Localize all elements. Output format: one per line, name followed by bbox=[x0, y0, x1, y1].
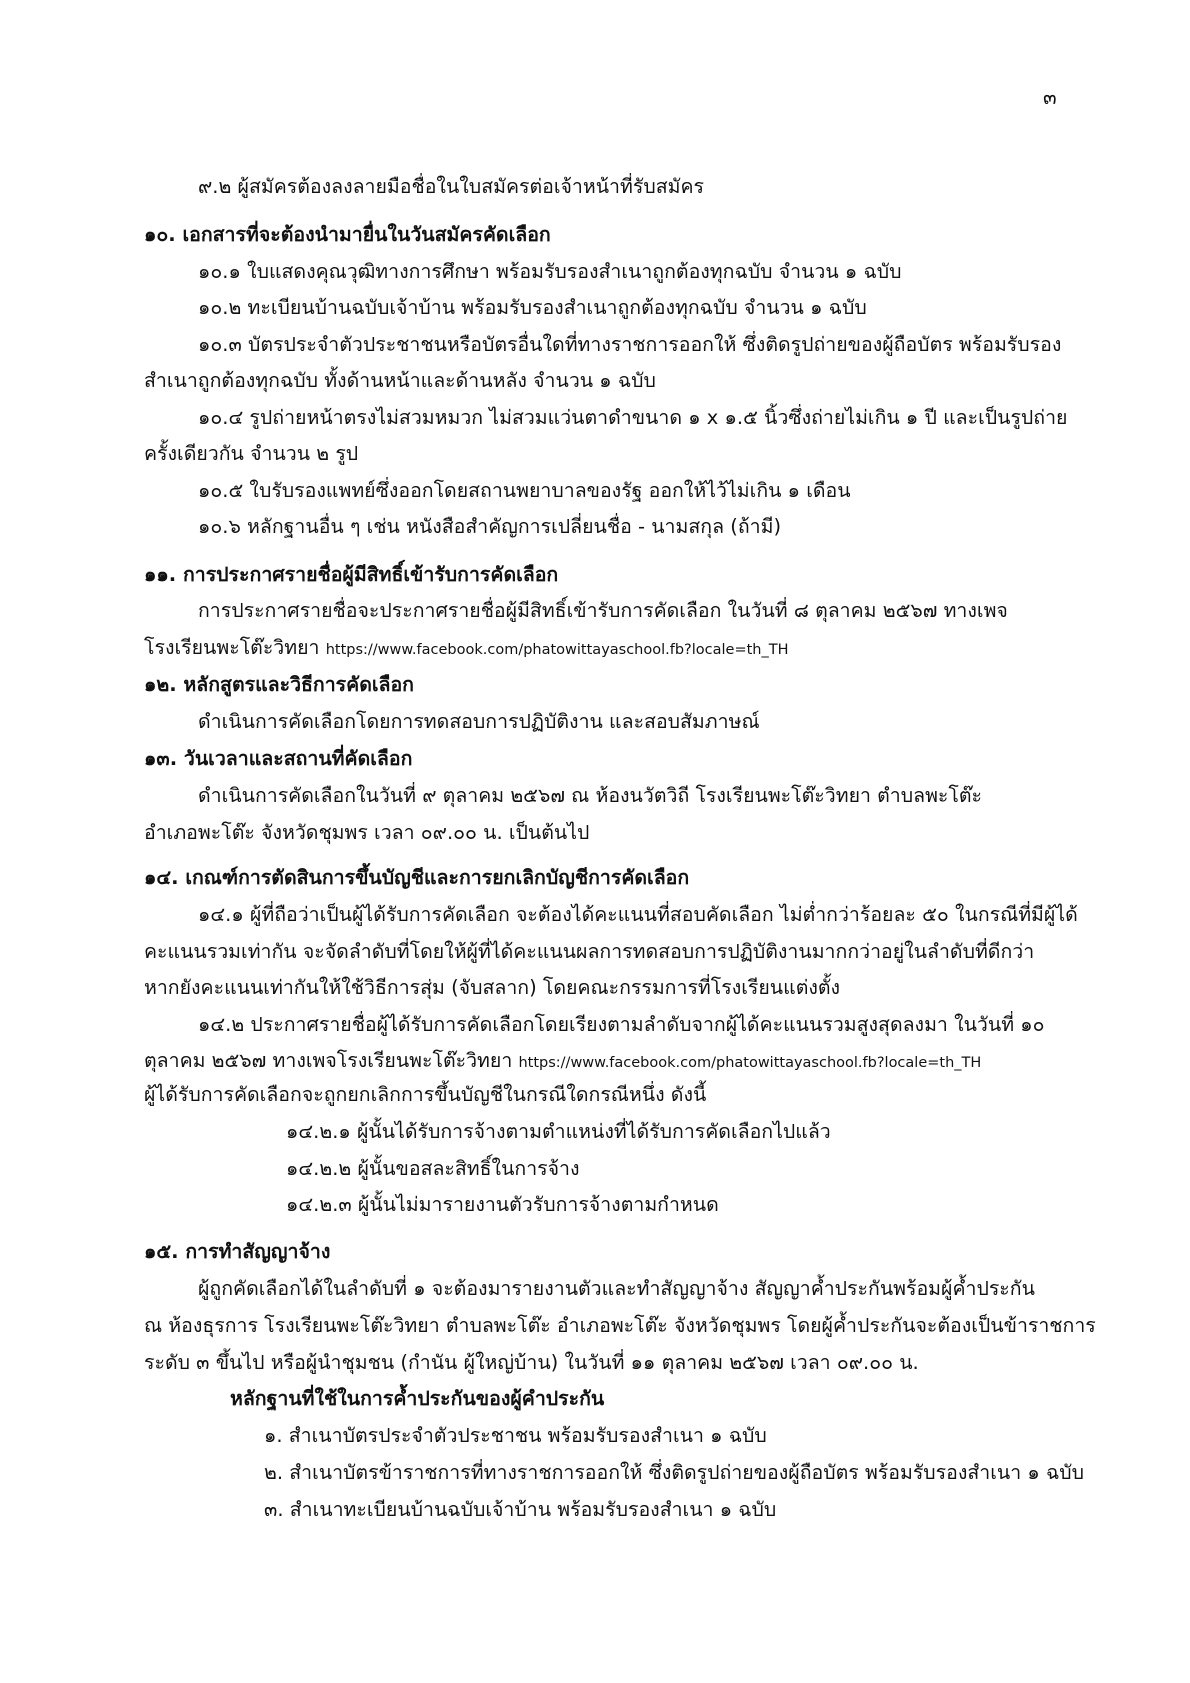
item-10-2: ๑๐.๒ ทะเบียนบ้านฉบับเจ้าบ้าน พร้อมรับรองสำเนาถูกต้องทุกฉบับ จำนวน ๑ ฉบับ bbox=[198, 296, 867, 319]
announcement-date: ตุลาคม ๒๕๖๗ ทางเพจโรงเรียนพะโต๊ะวิทยา bbox=[144, 1049, 513, 1072]
section-11-text-cont bbox=[144, 636, 789, 659]
facebook-link[interactable]: https://www.facebook.com/phatowittayaschool.fb?locale=th_TH bbox=[325, 642, 789, 658]
section-14-heading: ๑๔. เกณฑ์การตัดสินการขึ้นบัญชีและการยกเลิกบัญชีการคัดเลือก bbox=[144, 866, 690, 889]
item-10-3-cont: สำเนาถูกต้องทุกฉบับ ทั้งด้านหน้าและด้านหลัง จำนวน ๑ ฉบับ bbox=[144, 369, 656, 392]
guarantee-doc-1: ๑. สำเนาบัตรประจำตัวประชาชน พร้อมรับรองสำเนา ๑ ฉบับ bbox=[264, 1424, 767, 1447]
section-12-heading: ๑๒. หลักสูตรและวิธีการคัดเลือก bbox=[144, 673, 414, 696]
guarantee-doc-3: ๓. สำเนาทะเบียนบ้านฉบับเจ้าบ้าน พร้อมรับรองสำเนา ๑ ฉบับ bbox=[264, 1498, 777, 1521]
item-10-4: ๑๐.๔ รูปถ่ายหน้าตรงไม่สวมหมวก ไม่สวมแว่นตาดำขนาด ๑ x ๑.๕ นิ้วซึ่งถ่ายไม่เกิน ๑ ปี และเป็นรูปถ่าย bbox=[198, 406, 1068, 429]
item-14-2-1: ๑๔.๒.๑ ผู้นั้นได้รับการจ้างตามตำแหน่งที่ได้รับการคัดเลือกไปแล้ว bbox=[286, 1120, 831, 1143]
guarantee-docs-heading: หลักฐานที่ใช้ในการค้ำประกันของผู้คำประกัน bbox=[230, 1387, 605, 1410]
item-10-3: ๑๐.๓ บัตรประจำตัวประชาชนหรือบัตรอื่นใดที่ทางราชการออกให้ ซึ่งติดรูปถ่ายของผู้ถือบัตร พร้อมรับรอง bbox=[198, 333, 1062, 356]
section-13-text: ดำเนินการคัดเลือกในวันที่ ๙ ตุลาคม ๒๕๖๗ ณ ห้องนวัตวิถี โรงเรียนพะโต๊ะวิทยา ตำบลพะโต๊ะ bbox=[198, 784, 983, 807]
item-14-2-2: ๑๔.๒.๒ ผู้นั้นขอสละสิทธิ์ในการจ้าง bbox=[286, 1157, 580, 1180]
section-15-text-cont1: ณ ห้องธุรการ โรงเรียนพะโต๊ะวิทยา ตำบลพะโต๊ะ อำเภอพะโต๊ะ จังหวัดชุมพร โดยผู้ค้ำประกันจะต้องเป็นข้าราชการ bbox=[144, 1314, 1096, 1337]
item-14-1-cont2: หากยังคะแนนเท่ากันให้ใช้วิธีการสุ่ม (จับสลาก) โดยคณะกรรมการที่โรงเรียนแต่งตั้ง bbox=[144, 976, 841, 999]
item-10-1: ๑๐.๑ ใบแสดงคุณวุฒิทางการศึกษา พร้อมรับรองสำเนาถูกต้องทุกฉบับ จำนวน ๑ ฉบับ bbox=[198, 260, 902, 283]
item-10-6: ๑๐.๖ หลักฐานอื่น ๆ เช่น หนังสือสำคัญการเปลี่ยนชื่อ - นามสกุล (ถ้ามี) bbox=[198, 515, 782, 538]
item-10-5: ๑๐.๕ ใบรับรองแพทย์ซึ่งออกโดยสถานพยาบาลของรัฐ ออกให้ไว้ไม่เกิน ๑ เดือน bbox=[198, 479, 851, 502]
item-14-2: ๑๔.๒ ประกาศรายชื่อผู้ได้รับการคัดเลือกโดยเรียงตามลำดับจากผู้ได้คะแนนรวมสูงสุดลงมา ในวันที่ ๑๐ bbox=[198, 1013, 1045, 1036]
item-9-2: ๙.๒ ผู้สมัครต้องลงลายมือชื่อในใบสมัครต่อเจ้าหน้าที่รับสมัคร bbox=[198, 175, 704, 198]
section-12-text: ดำเนินการคัดเลือกโดยการทดสอบการปฏิบัติงาน และสอบสัมภาษณ์ bbox=[198, 710, 760, 733]
section-11-text: การประกาศรายชื่อจะประกาศรายชื่อผู้มีสิทธิ์เข้ารับการคัดเลือก ในวันที่ ๘ ตุลาคม ๒๕๖๗ ทางเพจ bbox=[198, 599, 1008, 622]
section-15-text-cont2: ระดับ ๓ ขึ้นไป หรือผู้นำชุมชน (กำนัน ผู้ใหญ่บ้าน) ในวันที่ ๑๑ ตุลาคม ๒๕๖๗ เวลา ๐๙.๐๐ น. bbox=[144, 1351, 919, 1374]
section-10-heading: ๑๐. เอกสารที่จะต้องนำมายื่นในวันสมัครคัดเลือก bbox=[144, 223, 551, 246]
section-13-heading: ๑๓. วันเวลาและสถานที่คัดเลือก bbox=[144, 747, 413, 770]
facebook-link[interactable]: https://www.facebook.com/phatowittayaschool.fb?locale=th_TH bbox=[518, 1055, 982, 1071]
section-13-text-cont: อำเภอพะโต๊ะ จังหวัดชุมพร เวลา ๐๙.๐๐ น. เป็นต้นไป bbox=[144, 821, 590, 844]
item-10-4-cont: ครั้งเดียวกัน จำนวน ๒ รูป bbox=[144, 442, 359, 465]
school-name: โรงเรียนพะโต๊ะวิทยา bbox=[144, 636, 320, 659]
section-15-text: ผู้ถูกคัดเลือกได้ในลำดับที่ ๑ จะต้องมารายงานตัวและทำสัญญาจ้าง สัญญาค้ำประกันพร้อมผู้ค้ำประกัน bbox=[198, 1277, 1035, 1300]
section-11-heading: ๑๑. การประกาศรายชื่อผู้มีสิทธิ์เข้ารับการคัดเลือก bbox=[144, 563, 559, 586]
item-14-1: ๑๔.๑ ผู้ที่ถือว่าเป็นผู้ได้รับการคัดเลือก จะต้องได้คะแนนที่สอบคัดเลือก ไม่ต่ำกว่าร้อยละ ๕๐ ในกรณีที่มีผู้ได้ bbox=[198, 903, 1078, 926]
cancel-conditions-intro: ผู้ได้รับการคัดเลือกจะถูกยกเลิกการขึ้นบัญชีในกรณีใดกรณีหนึ่ง ดังนี้ bbox=[144, 1083, 707, 1106]
guarantee-doc-2: ๒. สำเนาบัตรข้าราชการที่ทางราชการออกให้ ซึ่งติดรูปถ่ายของผู้ถือบัตร พร้อมรับรองสำเนา ๑ ฉบับ bbox=[264, 1461, 1084, 1484]
page-number: ๓ bbox=[1043, 85, 1057, 109]
item-14-2-3: ๑๔.๒.๓ ผู้นั้นไม่มารายงานตัวรับการจ้างตามกำหนด bbox=[286, 1193, 719, 1216]
section-15-heading: ๑๕. การทำสัญญาจ้าง bbox=[144, 1240, 331, 1263]
item-14-1-cont1: คะแนนรวมเท่ากัน จะจัดลำดับที่โดยให้ผู้ที่ได้คะแนนผลการทดสอบการปฏิบัติงานมากกว่าอยู่ในลำดับที่ดีกว่า bbox=[144, 940, 1035, 963]
item-14-2-cont bbox=[144, 1049, 981, 1072]
